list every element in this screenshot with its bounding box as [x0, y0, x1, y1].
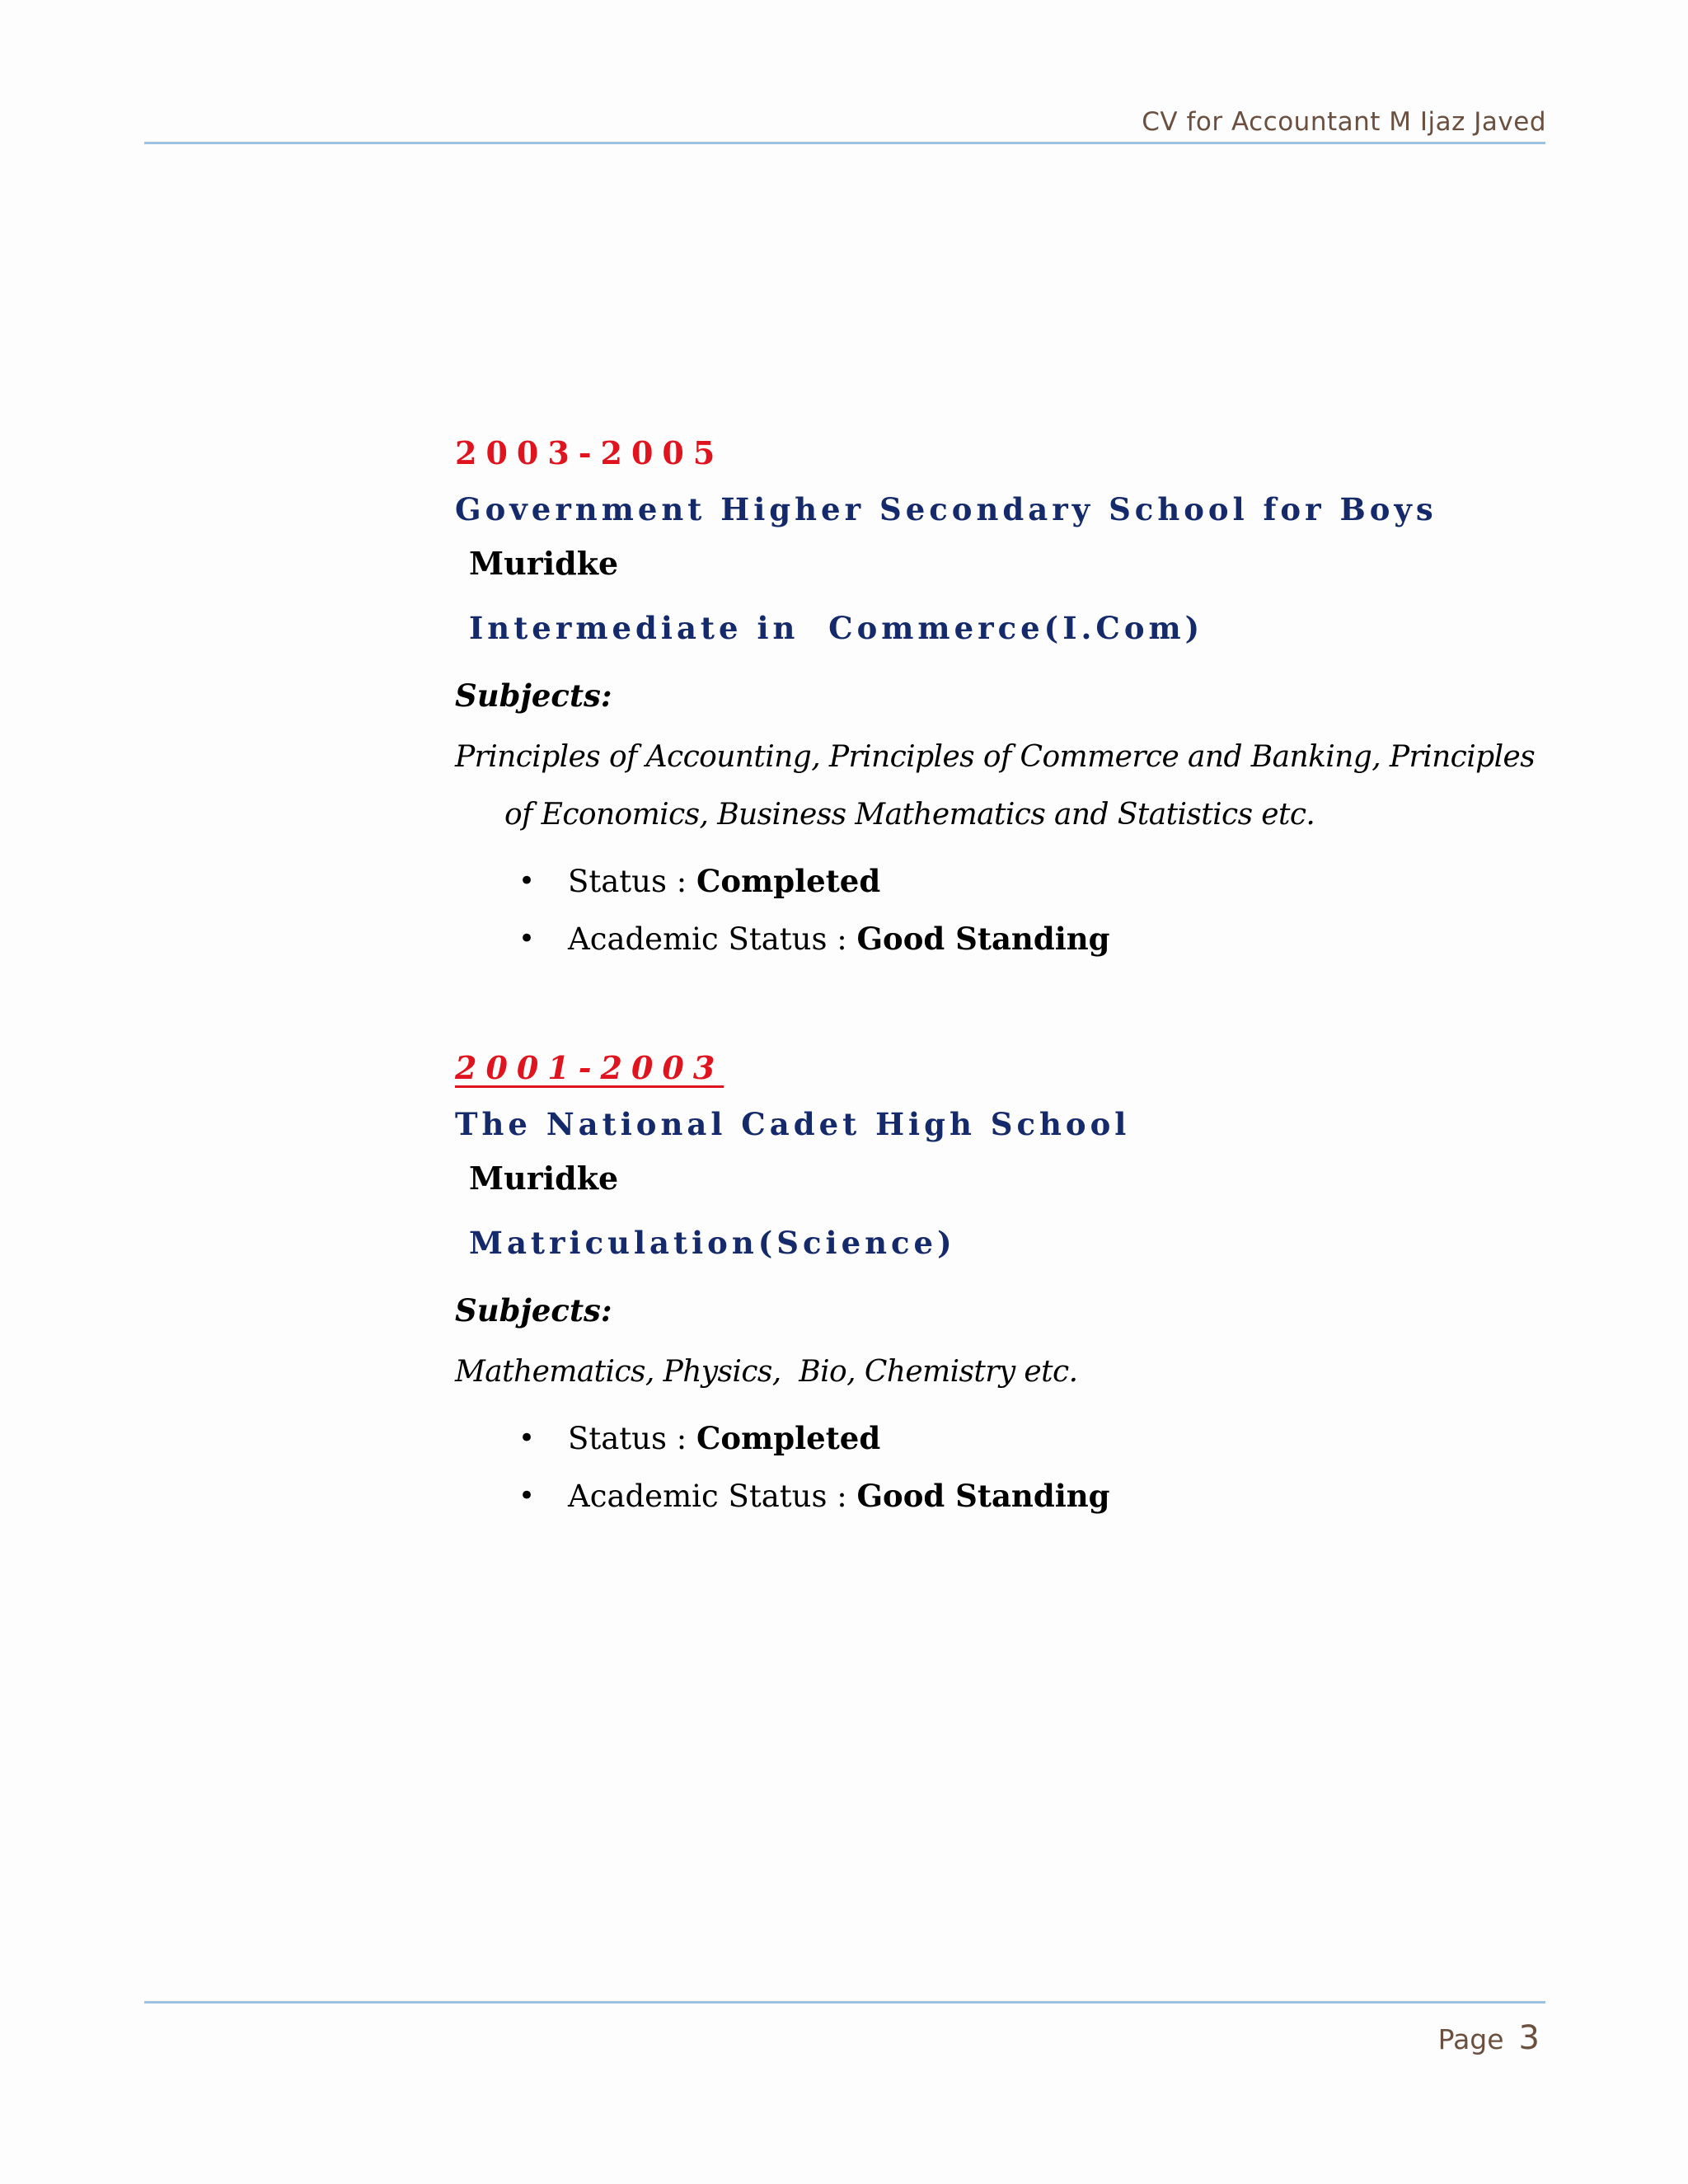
page-number-value: 3	[1518, 2019, 1540, 2057]
status-label: Status :	[568, 1421, 696, 1456]
subjects-list: Principles of Accounting, Principles of Commerce and Banking, Principles of Economics, Business Mathematics and Statistics etc.	[455, 740, 1536, 832]
footer-divider	[144, 2001, 1545, 2004]
status-list	[455, 852, 1526, 968]
status-item	[455, 1409, 1526, 1467]
page-number	[1438, 2019, 1540, 2057]
academic-status-item	[455, 1467, 1526, 1525]
bullet-icon: •	[518, 865, 536, 898]
status-list	[455, 1409, 1526, 1525]
education-section	[455, 429, 1536, 1525]
academic-status-value: Good Standing	[856, 921, 1110, 957]
status-value: Completed	[696, 1420, 881, 1456]
bullet-icon: •	[518, 1479, 536, 1512]
status-item	[455, 852, 1526, 910]
academic-status-label: Academic Status :	[568, 921, 857, 957]
subjects-list: Mathematics, Physics, Bio, Chemistry etc.	[455, 1355, 1078, 1389]
status-value: Completed	[696, 863, 881, 899]
academic-status-value: Good Standing	[856, 1478, 1110, 1514]
academic-status-item	[455, 910, 1526, 968]
page-label: Page	[1437, 2023, 1504, 2055]
header-title: CV for Accountant M Ijaz Javed	[1142, 107, 1546, 137]
subjects-label: Subjects:	[455, 1292, 612, 1329]
bullet-icon: •	[518, 1422, 536, 1455]
school-city: Muridke	[469, 1160, 619, 1197]
subjects-label: Subjects:	[455, 677, 612, 714]
header-divider	[144, 142, 1545, 144]
school-city: Muridke	[469, 545, 619, 582]
entry-years: 2003-2005	[455, 434, 724, 471]
entry-years: 2001-2003	[455, 1049, 724, 1086]
education-entry-intermediate	[455, 429, 1536, 968]
status-label: Status :	[568, 864, 696, 899]
degree-title: Matriculation(Science)	[469, 1225, 956, 1261]
bullet-icon: •	[518, 922, 536, 955]
academic-status-label: Academic Status :	[568, 1479, 857, 1514]
school-name: Government Higher Secondary School for Boys	[455, 491, 1437, 527]
school-name: The National Cadet High School	[455, 1106, 1131, 1142]
education-entry-matriculation	[455, 1043, 1526, 1525]
degree-title: Intermediate in Commerce(I.Com)	[469, 610, 1204, 646]
